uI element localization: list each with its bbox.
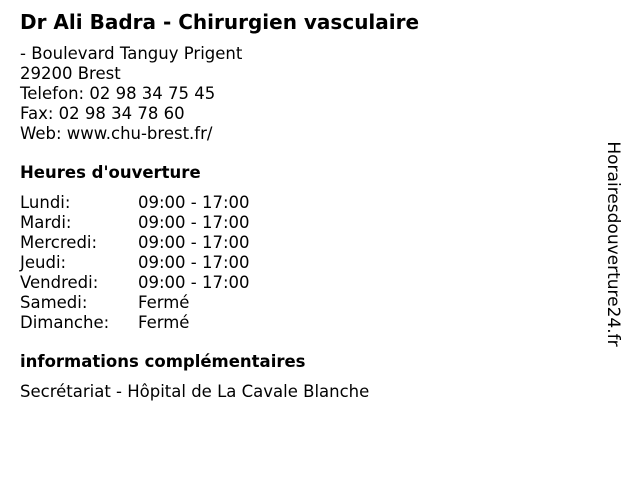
fax-number: Fax: 02 98 34 78 60	[20, 104, 185, 123]
page-title: Dr Ali Badra - Chirurgien vasculaire	[20, 10, 420, 34]
hours-table	[20, 193, 600, 333]
info-text: Secrétariat - Hôpital de La Cavale Blanche	[20, 382, 370, 401]
day-label: Dimanche:	[20, 313, 110, 332]
day-label: Mercredi:	[20, 233, 98, 252]
day-label: Samedi:	[20, 293, 88, 312]
time-value: 09:00 - 17:00	[138, 233, 250, 252]
time-value: 09:00 - 17:00	[138, 253, 250, 272]
hours-row-wednesday	[20, 233, 600, 253]
hours-row-friday	[20, 273, 600, 293]
day-label: Vendredi:	[20, 273, 99, 292]
website-link[interactable]: Web: www.chu-brest.fr/	[20, 124, 213, 143]
time-value: Fermé	[138, 313, 190, 332]
hours-row-monday	[20, 193, 600, 213]
info-heading: informations complémentaires	[20, 352, 306, 371]
hours-heading: Heures d'ouverture	[20, 163, 201, 182]
phone-number[interactable]: Telefon: 02 98 34 75 45	[20, 84, 216, 103]
hours-row-sunday	[20, 313, 600, 333]
time-value: 09:00 - 17:00	[138, 193, 250, 212]
day-label: Jeudi:	[20, 253, 67, 272]
hours-row-saturday	[20, 293, 600, 313]
time-value: 09:00 - 17:00	[138, 213, 250, 232]
address-block	[20, 44, 600, 144]
hours-row-tuesday	[20, 213, 600, 233]
day-label: Mardi:	[20, 213, 72, 232]
time-value: 09:00 - 17:00	[138, 273, 250, 292]
business-listing	[20, 8, 600, 402]
street-address: - Boulevard Tanguy Prigent	[20, 44, 243, 63]
day-label: Lundi:	[20, 193, 71, 212]
hours-row-thursday	[20, 253, 600, 273]
city-postal: 29200 Brest	[20, 64, 121, 83]
site-watermark: Horairesdouverture24.fr	[603, 141, 623, 347]
time-value: Fermé	[138, 293, 190, 312]
